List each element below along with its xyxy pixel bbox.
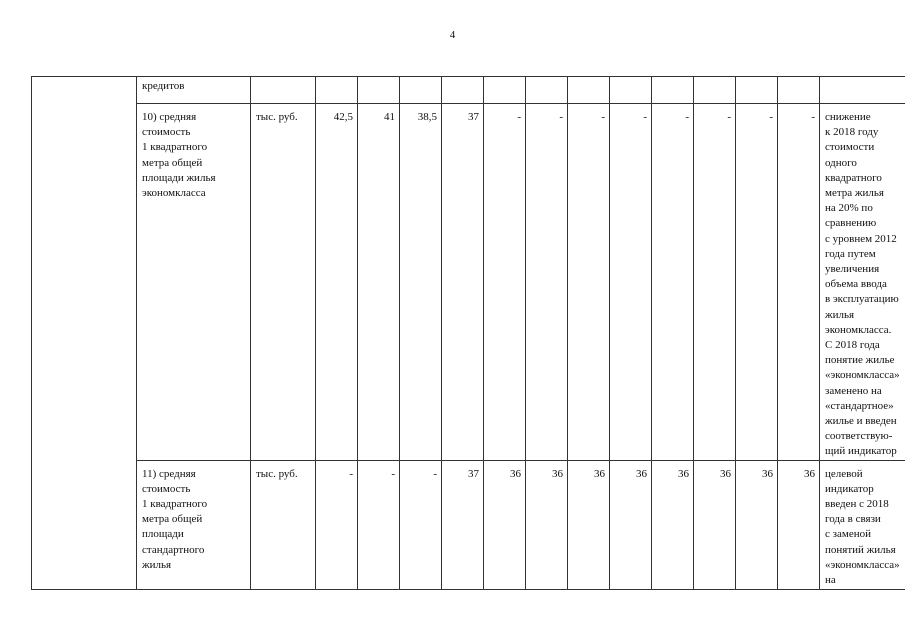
value-cell [484,77,526,104]
value-cell: - [526,104,568,461]
value-cell: - [400,460,442,589]
unit-cell: тыс. руб. [251,460,316,589]
value-cell: - [694,104,736,461]
note-cell [820,77,905,104]
value-cell: 36 [610,460,652,589]
value-cell: - [778,104,820,461]
indicator-cell: кредитов [137,77,251,104]
value-cell: 41 [358,104,400,461]
unit-cell: тыс. руб. [251,104,316,461]
indicator-cell: 10) средняя стоимость 1 квадратного метра общей площади жилья экономкласса [137,104,251,461]
value-cell: - [484,104,526,461]
value-cell: - [652,104,694,461]
page-number: 4 [449,29,456,41]
value-cell [652,77,694,104]
value-cell [526,77,568,104]
value-cell [736,77,778,104]
value-cell: 36 [694,460,736,589]
value-cell: 37 [442,104,484,461]
value-cell [316,77,358,104]
value-cell [358,77,400,104]
value-cell: 36 [526,460,568,589]
note-cell: снижение к 2018 году стоимости одного квадратного метра жилья на 20% по сравнению с уровнем 2012 года путем увеличения объема ввода в эксплуатацию жилья экономкласса. С 2018 года понятие жилье «экономкласса» заменено на «стандартное» жилье и введен соответствую- щий индикатор [820,104,905,461]
value-cell: - [358,460,400,589]
value-cell: 36 [568,460,610,589]
table-row-continuation [32,77,905,104]
value-cell: 36 [652,460,694,589]
unit-cell [251,77,316,104]
table-row [32,460,905,589]
value-cell: 36 [778,460,820,589]
value-cell: - [316,460,358,589]
indicators-table [31,76,905,590]
value-cell [442,77,484,104]
note-cell: целевой индикатор введен с 2018 года в связи с заменой понятий жилья «экономкласса» на [820,460,905,589]
value-cell [400,77,442,104]
value-cell: 36 [736,460,778,589]
indicator-cell: 11) средняя стоимость 1 квадратного метра общей площади стандартного жилья [137,460,251,589]
value-cell [694,77,736,104]
value-cell [568,77,610,104]
table-row [32,104,905,461]
value-cell: - [736,104,778,461]
value-cell: 36 [484,460,526,589]
value-cell: 38,5 [400,104,442,461]
value-cell: 37 [442,460,484,589]
value-cell [610,77,652,104]
value-cell: - [568,104,610,461]
value-cell [778,77,820,104]
value-cell: - [610,104,652,461]
leading-merged-cell [32,77,137,590]
value-cell: 42,5 [316,104,358,461]
